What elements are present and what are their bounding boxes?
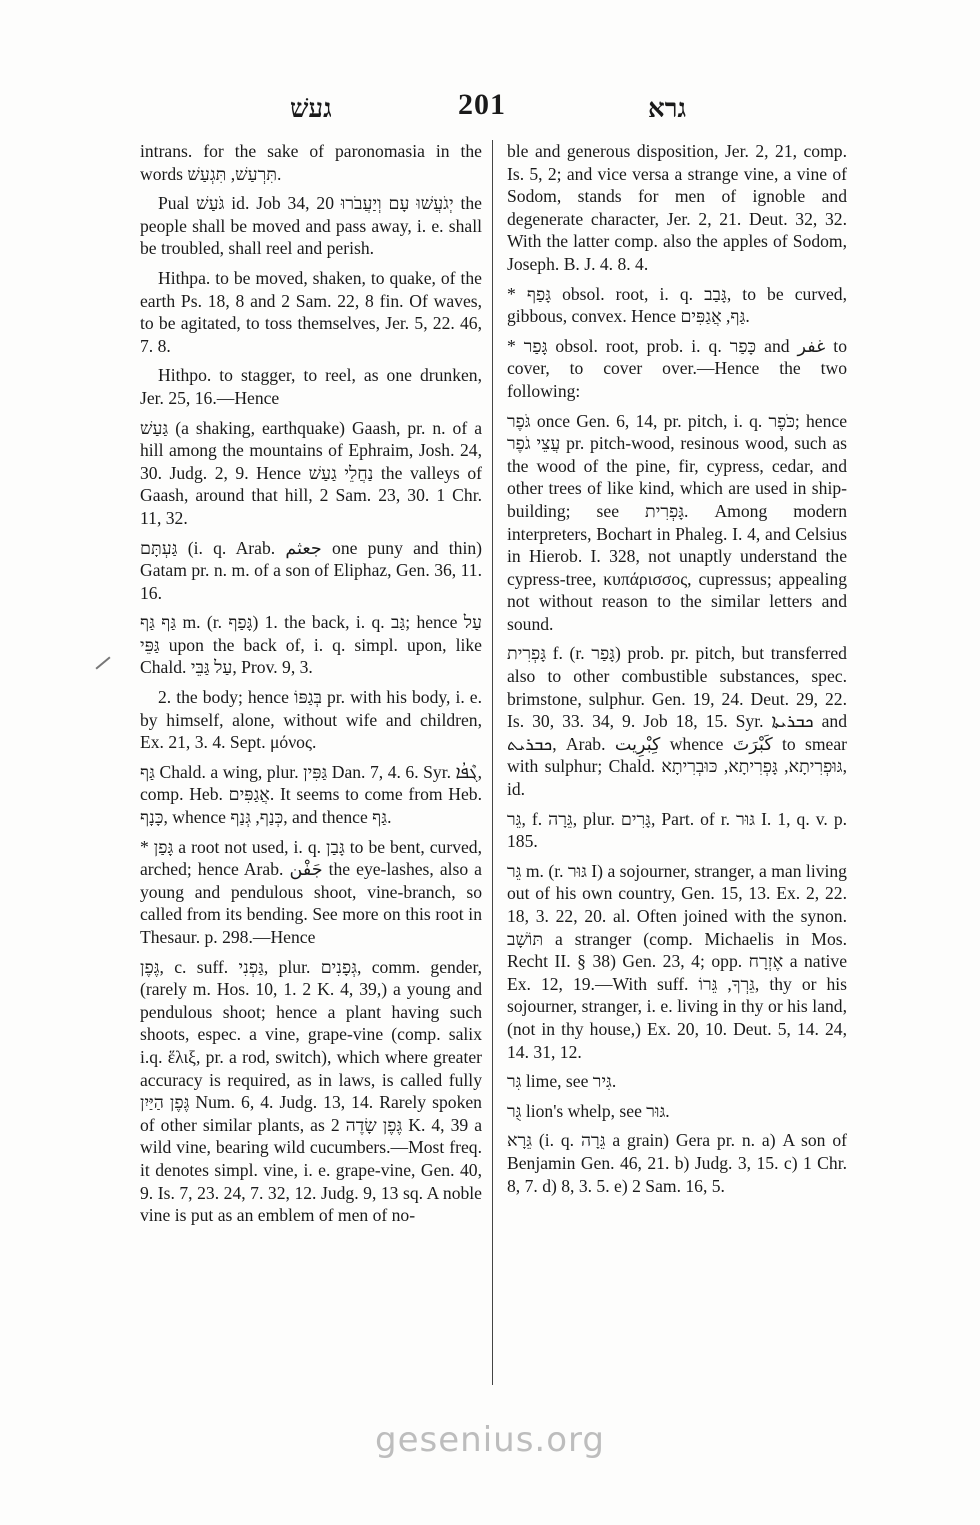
- left-running-head: געשׁ: [290, 94, 332, 123]
- entry-paragraph: 2. the body; hence בְּגַפּוֹ pr. with his body, i. e. by himself, alone, without wife and children, Ex. 21, 3. 4. Sept. μόνος.: [140, 687, 482, 753]
- entry-paragraph: Hithpo. to stagger, to reel, as one drunken, Jer. 25, 16.—Hence: [140, 365, 482, 408]
- entry-paragraph: גַּעְתָּם (i. q. Arab. جعثم one puny and thin) Gatam pr. n. m. of a son of Eliphaz, Gen. 36, 11. 16.: [140, 537, 482, 603]
- entry-paragraph: גֵּר m. (r. גּוּר I) a sojourner, stranger, a man living out of his own country, Gen. 15, 13. Ex. 2, 22. 18, 3. 22, 20. al. Often joined with the synon. תּוֹשָׁב a stranger (comp. Michaelis in Mos. Recht II. § 38) Gen. 23, 4; opp. אֶזְרָח a native Ex. 12, 19.—With suff. גֵּרְךָ, גֵּרוֹ, thy or his sojourner, stranger, i. e. living in thy or his land, (not in thy house,) Ex. 20, 10. Deut. 5, 14. 24, 14. 31, 12.: [507, 860, 848, 1062]
- entry-paragraph: גֵּר, f. גֵּרָה, plur. גָּרִים, Part. of r. גּוּר I. 1, q. v. p. 185.: [507, 808, 848, 852]
- entry-paragraph: ble and generous disposition, Jer. 2, 21, comp. Is. 5, 2; and vice versa a strange vine, a vine of Sodom, stands for men of ignoble and degenerate character, Jer. 2, 21. Deut. 32, 32. With the latter comp. also the apples of Sodom, Joseph. B. J. 4. 8. 4.: [507, 141, 847, 274]
- entry-paragraph: גַּף גַּף m. (r. גָּפַף) 1. the back, i. q. גַּב; hence עַל גַּפֵּי upon the back of, i. q. simpl. upon, like Chald. עַל גַּבֵּי, Prov. 9, 3.: [140, 612, 482, 678]
- margin-pencil-mark: [95, 656, 110, 669]
- entry-paragraph: גֹּפֶר once Gen. 6, 14, pr. pitch, i. q. כֹּפֶר; hence עֲצֵי גֹפֶר pr. pitch-wood, resinous wood, such as the wood of the pine, fir, cypress, cedar, and other trees of like kind, which are used in ship-building; see גָּפְרִית. Among modern interpreters, Bochart in Phaleg. I. 4, and Celsius in Hierob. I. 328, not unaptly understand the cypress-tree, κυπάρισσος, cupressus; appealing not without reason to the similar letters and sound.: [507, 410, 847, 634]
- entry-paragraph: גַּעַשׁ (a shaking, earthquake) Gaash, pr. n. of a hill among the mountains of Ephraim, Josh. 24, 30. Judg. 2, 9. Hence נַחֲלֵי גַעַשׁ the valleys of Gaash, around that hill, 2 Sam. 23, 30. 1 Chr. 11, 32.: [140, 417, 482, 528]
- page-number: 201: [458, 88, 506, 121]
- right-running-head: גרא: [648, 94, 687, 123]
- right-column: [507, 140, 847, 1204]
- entry-paragraph: גַּף Chald. a wing, plur. גַּפִּין Dan. 7, 4. 6. Syr. ܓܶܦܳܐ, comp. Heb. אֲגַפִּים. It seems to come from Heb. כָּנָף, whence כְּנַף, גְּנַף, and thence גַּף.: [140, 761, 482, 828]
- entry-paragraph: intrans. for the sake of paronomasia in the words תִּרְעַשׁ, תִּגְעַשׁ.: [140, 141, 482, 184]
- page-header: [0, 88, 980, 138]
- entry-paragraph: גֶּפֶן, c. suff. גַּפְנִי, plur. גְּפָנִים, comm. gender, (rarely m. Hos. 10, 1. 2 K. 4, 39,) a young and pendulous shoot; hence a plant having such shoots, espec. a vine, grape-vine (comp. salix i.q. ἕλιξ, pr. a rod, switch), which where greater accuracy is required, as in laws, is called fully גֶּפֶן הַיַּיִן Num. 6, 4. Judg. 13, 14. Rarely spoken of other similar plants, as גֶּפֶן שָׂדֶה 2 K. 4, 39 a wild vine, bearing wild cucumbers.—Most freq. it denotes simpl. vine, i. e. grape-vine, Gen. 40, 9. Is. 7, 23. 24, 7. 32, 12. Judg. 9, 13 sq. A noble vine is put as an emblem of men of no-: [140, 956, 483, 1226]
- site-watermark: gesenius.org: [375, 1420, 605, 1460]
- entry-paragraph: גֻּר lion's whelp, see גּוּר.: [507, 1100, 670, 1121]
- entry-paragraph: * גָּפַר obsol. root, prob. i. q. כָּפַר and غفر to cover, to cover over.—Hence the two following:: [507, 335, 847, 401]
- entry-paragraph: גָּפְרִית f. (r. גָּפַר) prob. pr. pitch, but transferred also to other combustible substances, spec. brimstone, sulphur. Gen. 19, 24. Deut. 29, 22. Is. 30, 33. 34, 9. Job 18, 15. Syr. ܟܒܪܝܬܐ and ܟܒܪܝܬ, Arab. كِبْرِيت whence كَبْرَتَ to smear with sulphur; Chald. גּוּפְרִיתָא, גָּפְרִיתָא, כּוּבְרִיתָא, id.: [507, 643, 848, 800]
- entry-paragraph: גֵּרָא (i. q. גֵּרָה a grain) Gera pr. n. a) A son of Benjamin Gen. 46, 21. b) Judg. 3, 15. c) 1 Chr. 8, 7. d) 8, 3. 5. e) 2 Sam. 16, 5.: [507, 1130, 847, 1196]
- entry-paragraph: * גָּפַף obsol. root, i. q. גָּבַב, to be curved, gibbous, convex. Hence גַּף, אֲגַפִּים.: [507, 283, 847, 327]
- entry-paragraph: Pual גֹּעַשׁ id. Job 34, 20 יְגֹעֲשׁוּ עָם וְיַעֲבֹרוּ the people shall be moved and pass away, i. e. shall be troubled, shall reel and perish.: [140, 193, 482, 259]
- entry-paragraph: * גָּפַן a root not used, i. q. גָּבַן to be bent, curved, arched; hence Arab. جَفْن the eye-lashes, also a young and pendulous shoot, vine-branch, so called from its bending. See more on this root in Thesaur. p. 298.—Hence: [140, 836, 483, 947]
- entry-paragraph: Hithpa. to be moved, shaken, to quake, of the earth Ps. 18, 8 and 2 Sam. 22, 8 fin. Of waves, to be agitated, to toss themselves, Jer. 5, 22. 46, 7. 8.: [140, 267, 482, 356]
- left-column: [140, 140, 482, 1234]
- entry-paragraph: גִּר lime, see גִּיר.: [507, 1071, 617, 1092]
- column-divider: [492, 140, 493, 1385]
